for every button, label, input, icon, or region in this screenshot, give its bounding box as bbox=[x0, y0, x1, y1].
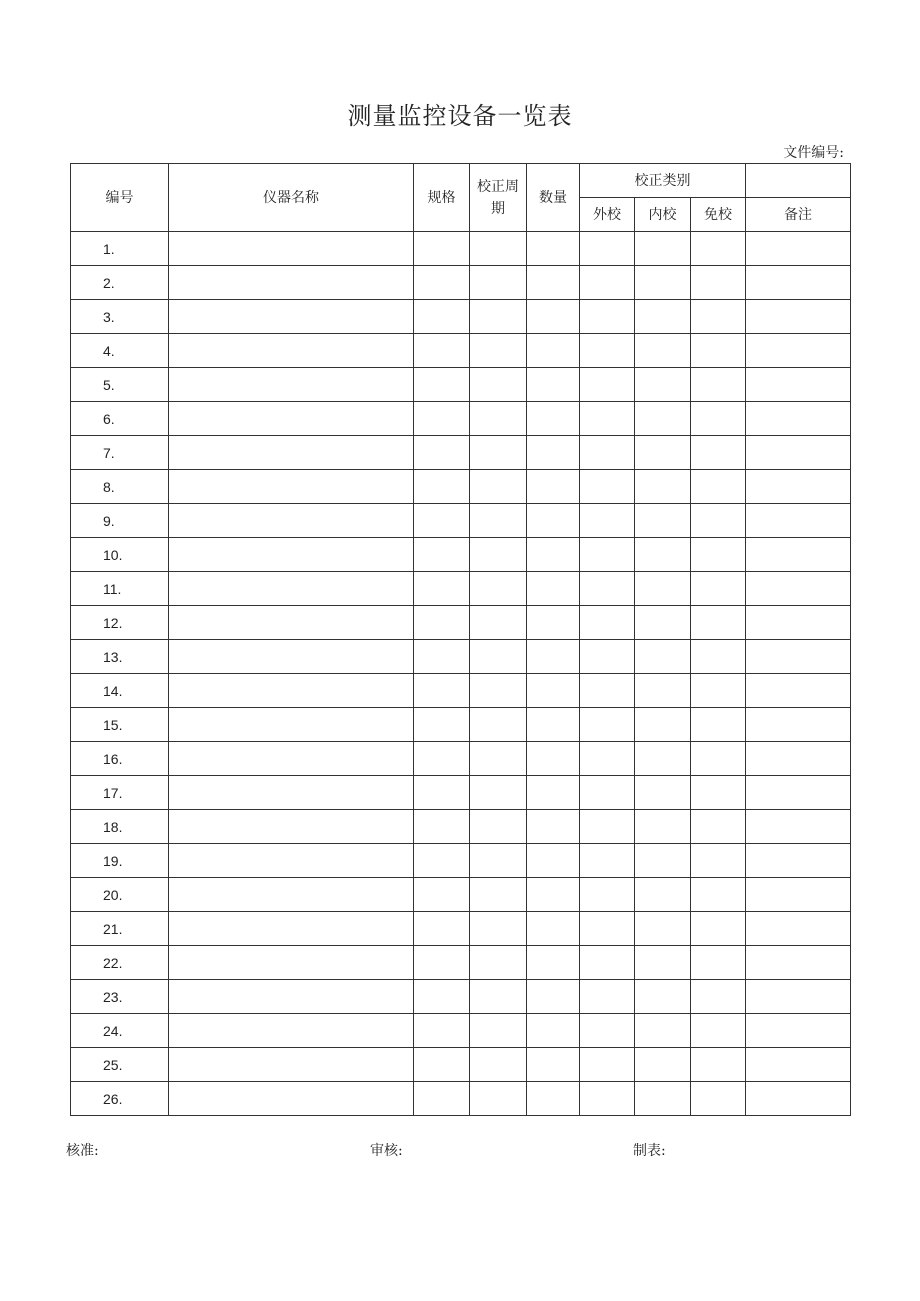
table-row bbox=[71, 402, 851, 436]
row-number: 20. bbox=[71, 878, 169, 912]
cycle-cell bbox=[470, 640, 527, 674]
remarks-cell bbox=[746, 436, 851, 470]
remarks-cell bbox=[746, 776, 851, 810]
remarks-cell bbox=[746, 1014, 851, 1048]
spec-cell bbox=[414, 640, 470, 674]
spec-cell bbox=[414, 742, 470, 776]
cycle-cell bbox=[470, 436, 527, 470]
table-row bbox=[71, 232, 851, 266]
spec-cell bbox=[414, 980, 470, 1014]
remarks-cell bbox=[746, 402, 851, 436]
internal-cell bbox=[635, 606, 691, 640]
exempt-cell bbox=[691, 878, 746, 912]
external-cell bbox=[580, 436, 635, 470]
remarks-cell bbox=[746, 572, 851, 606]
table-row bbox=[71, 878, 851, 912]
cycle-cell bbox=[470, 1048, 527, 1082]
table-row bbox=[71, 334, 851, 368]
internal-cell bbox=[635, 504, 691, 538]
cycle-cell bbox=[470, 742, 527, 776]
exempt-cell bbox=[691, 368, 746, 402]
internal-cell bbox=[635, 1014, 691, 1048]
row-number: 15. bbox=[71, 708, 169, 742]
quantity-cell bbox=[527, 538, 580, 572]
exempt-cell bbox=[691, 300, 746, 334]
external-cell bbox=[580, 368, 635, 402]
remarks-cell bbox=[746, 946, 851, 980]
internal-cell bbox=[635, 878, 691, 912]
exempt-cell bbox=[691, 674, 746, 708]
table-row bbox=[71, 1082, 851, 1116]
row-number: 25. bbox=[71, 1048, 169, 1082]
header-instrument-name: 仪器名称 bbox=[169, 164, 414, 232]
header-calibration-cycle: 校正周期 bbox=[470, 164, 527, 232]
remarks-cell bbox=[746, 300, 851, 334]
external-cell bbox=[580, 300, 635, 334]
exempt-cell bbox=[691, 334, 746, 368]
table-row bbox=[71, 810, 851, 844]
spec-cell bbox=[414, 1048, 470, 1082]
cycle-cell bbox=[470, 368, 527, 402]
cycle-cell bbox=[470, 334, 527, 368]
instrument-name-cell bbox=[169, 776, 414, 810]
exempt-cell bbox=[691, 912, 746, 946]
quantity-cell bbox=[527, 572, 580, 606]
quantity-cell bbox=[527, 776, 580, 810]
exempt-cell bbox=[691, 810, 746, 844]
remarks-cell bbox=[746, 810, 851, 844]
table-row bbox=[71, 640, 851, 674]
table-row bbox=[71, 606, 851, 640]
spec-cell bbox=[414, 334, 470, 368]
remarks-cell bbox=[746, 232, 851, 266]
external-cell bbox=[580, 776, 635, 810]
remarks-cell bbox=[746, 878, 851, 912]
spec-cell bbox=[414, 912, 470, 946]
row-number: 23. bbox=[71, 980, 169, 1014]
internal-cell bbox=[635, 946, 691, 980]
external-cell bbox=[580, 1048, 635, 1082]
external-cell bbox=[580, 232, 635, 266]
row-number: 22. bbox=[71, 946, 169, 980]
spec-cell bbox=[414, 1014, 470, 1048]
internal-cell bbox=[635, 776, 691, 810]
quantity-cell bbox=[527, 504, 580, 538]
external-cell bbox=[580, 912, 635, 946]
spec-cell bbox=[414, 708, 470, 742]
header-spec: 规格 bbox=[414, 164, 470, 232]
exempt-cell bbox=[691, 402, 746, 436]
remarks-cell bbox=[746, 708, 851, 742]
cycle-cell bbox=[470, 470, 527, 504]
cycle-cell bbox=[470, 538, 527, 572]
quantity-cell bbox=[527, 878, 580, 912]
remarks-cell bbox=[746, 912, 851, 946]
spec-cell bbox=[414, 436, 470, 470]
instrument-name-cell bbox=[169, 572, 414, 606]
internal-cell bbox=[635, 640, 691, 674]
quantity-cell bbox=[527, 334, 580, 368]
internal-cell bbox=[635, 980, 691, 1014]
table-row bbox=[71, 266, 851, 300]
quantity-cell bbox=[527, 1048, 580, 1082]
instrument-name-cell bbox=[169, 708, 414, 742]
header-external: 外校 bbox=[580, 198, 635, 232]
internal-cell bbox=[635, 232, 691, 266]
quantity-cell bbox=[527, 232, 580, 266]
table-row bbox=[71, 708, 851, 742]
internal-cell bbox=[635, 1082, 691, 1116]
cycle-cell bbox=[470, 1082, 527, 1116]
spec-cell bbox=[414, 402, 470, 436]
row-number: 11. bbox=[71, 572, 169, 606]
table-row bbox=[71, 538, 851, 572]
instrument-name-cell bbox=[169, 402, 414, 436]
table-row bbox=[71, 742, 851, 776]
equipment-table bbox=[70, 163, 851, 1116]
instrument-name-cell bbox=[169, 946, 414, 980]
external-cell bbox=[580, 946, 635, 980]
exempt-cell bbox=[691, 640, 746, 674]
exempt-cell bbox=[691, 436, 746, 470]
remarks-cell bbox=[746, 368, 851, 402]
internal-cell bbox=[635, 674, 691, 708]
instrument-name-cell bbox=[169, 436, 414, 470]
quantity-cell bbox=[527, 912, 580, 946]
table-row bbox=[71, 300, 851, 334]
row-number: 7. bbox=[71, 436, 169, 470]
row-number: 12. bbox=[71, 606, 169, 640]
spec-cell bbox=[414, 810, 470, 844]
spec-cell bbox=[414, 266, 470, 300]
header-calibration-type: 校正类别 bbox=[580, 164, 746, 198]
internal-cell bbox=[635, 708, 691, 742]
spec-cell bbox=[414, 606, 470, 640]
instrument-name-cell bbox=[169, 640, 414, 674]
instrument-name-cell bbox=[169, 810, 414, 844]
document-number-label: 文件编号: bbox=[783, 145, 844, 161]
table-row bbox=[71, 470, 851, 504]
table-row bbox=[71, 844, 851, 878]
quantity-cell bbox=[527, 810, 580, 844]
instrument-name-cell bbox=[169, 674, 414, 708]
instrument-name-cell bbox=[169, 334, 414, 368]
internal-cell bbox=[635, 742, 691, 776]
exempt-cell bbox=[691, 606, 746, 640]
quantity-cell bbox=[527, 674, 580, 708]
cycle-cell bbox=[470, 266, 527, 300]
cycle-cell bbox=[470, 504, 527, 538]
exempt-cell bbox=[691, 538, 746, 572]
instrument-name-cell bbox=[169, 266, 414, 300]
spec-cell bbox=[414, 946, 470, 980]
external-cell bbox=[580, 572, 635, 606]
remarks-cell bbox=[746, 742, 851, 776]
external-cell bbox=[580, 810, 635, 844]
row-number: 4. bbox=[71, 334, 169, 368]
instrument-name-cell bbox=[169, 1082, 414, 1116]
quantity-cell bbox=[527, 1014, 580, 1048]
row-number: 18. bbox=[71, 810, 169, 844]
spec-cell bbox=[414, 368, 470, 402]
cycle-cell bbox=[470, 674, 527, 708]
cycle-cell bbox=[470, 708, 527, 742]
spec-cell bbox=[414, 538, 470, 572]
quantity-cell bbox=[527, 844, 580, 878]
header-quantity: 数量 bbox=[527, 164, 580, 232]
external-cell bbox=[580, 1082, 635, 1116]
spec-cell bbox=[414, 878, 470, 912]
instrument-name-cell bbox=[169, 232, 414, 266]
page-title: 测量监控设备一览表 bbox=[347, 102, 573, 130]
table-row bbox=[71, 946, 851, 980]
external-cell bbox=[580, 742, 635, 776]
internal-cell bbox=[635, 572, 691, 606]
instrument-name-cell bbox=[169, 980, 414, 1014]
spec-cell bbox=[414, 470, 470, 504]
instrument-name-cell bbox=[169, 1014, 414, 1048]
header-internal: 内校 bbox=[635, 198, 691, 232]
exempt-cell bbox=[691, 470, 746, 504]
remarks-cell bbox=[746, 606, 851, 640]
exempt-cell bbox=[691, 1014, 746, 1048]
internal-cell bbox=[635, 334, 691, 368]
quantity-cell bbox=[527, 300, 580, 334]
remarks-cell bbox=[746, 640, 851, 674]
internal-cell bbox=[635, 368, 691, 402]
row-number: 2. bbox=[71, 266, 169, 300]
internal-cell bbox=[635, 844, 691, 878]
cycle-cell bbox=[470, 1014, 527, 1048]
external-cell bbox=[580, 708, 635, 742]
row-number: 6. bbox=[71, 402, 169, 436]
exempt-cell bbox=[691, 1082, 746, 1116]
cycle-cell bbox=[470, 776, 527, 810]
cycle-cell bbox=[470, 572, 527, 606]
spec-cell bbox=[414, 776, 470, 810]
external-cell bbox=[580, 980, 635, 1014]
quantity-cell bbox=[527, 402, 580, 436]
quantity-cell bbox=[527, 266, 580, 300]
remarks-cell bbox=[746, 1048, 851, 1082]
header-remarks: 备注 bbox=[746, 198, 851, 232]
external-cell bbox=[580, 606, 635, 640]
cycle-cell bbox=[470, 912, 527, 946]
quantity-cell bbox=[527, 946, 580, 980]
instrument-name-cell bbox=[169, 300, 414, 334]
table-row bbox=[71, 504, 851, 538]
external-cell bbox=[580, 402, 635, 436]
internal-cell bbox=[635, 1048, 691, 1082]
spec-cell bbox=[414, 844, 470, 878]
remarks-cell bbox=[746, 266, 851, 300]
remarks-cell bbox=[746, 674, 851, 708]
header-blank-cell bbox=[746, 164, 851, 198]
row-number: 17. bbox=[71, 776, 169, 810]
external-cell bbox=[580, 470, 635, 504]
table-row bbox=[71, 912, 851, 946]
exempt-cell bbox=[691, 504, 746, 538]
instrument-name-cell bbox=[169, 504, 414, 538]
instrument-name-cell bbox=[169, 1048, 414, 1082]
remarks-cell bbox=[746, 844, 851, 878]
internal-cell bbox=[635, 266, 691, 300]
row-number: 21. bbox=[71, 912, 169, 946]
external-cell bbox=[580, 266, 635, 300]
header-exempt: 免校 bbox=[691, 198, 746, 232]
review-label: 审核: bbox=[370, 1143, 403, 1159]
instrument-name-cell bbox=[169, 844, 414, 878]
table-row bbox=[71, 776, 851, 810]
external-cell bbox=[580, 504, 635, 538]
external-cell bbox=[580, 878, 635, 912]
cycle-cell bbox=[470, 402, 527, 436]
instrument-name-cell bbox=[169, 878, 414, 912]
exempt-cell bbox=[691, 232, 746, 266]
external-cell bbox=[580, 640, 635, 674]
row-number: 9. bbox=[71, 504, 169, 538]
cycle-cell bbox=[470, 980, 527, 1014]
remarks-cell bbox=[746, 1082, 851, 1116]
exempt-cell bbox=[691, 266, 746, 300]
internal-cell bbox=[635, 538, 691, 572]
quantity-cell bbox=[527, 742, 580, 776]
remarks-cell bbox=[746, 504, 851, 538]
exempt-cell bbox=[691, 742, 746, 776]
external-cell bbox=[580, 334, 635, 368]
header-number: 编号 bbox=[71, 164, 169, 232]
table-row bbox=[71, 572, 851, 606]
exempt-cell bbox=[691, 844, 746, 878]
spec-cell bbox=[414, 674, 470, 708]
spec-cell bbox=[414, 572, 470, 606]
instrument-name-cell bbox=[169, 368, 414, 402]
approve-label: 核准: bbox=[66, 1143, 99, 1159]
instrument-name-cell bbox=[169, 606, 414, 640]
row-number: 13. bbox=[71, 640, 169, 674]
row-number: 5. bbox=[71, 368, 169, 402]
cycle-cell bbox=[470, 878, 527, 912]
exempt-cell bbox=[691, 572, 746, 606]
cycle-cell bbox=[470, 844, 527, 878]
quantity-cell bbox=[527, 368, 580, 402]
external-cell bbox=[580, 538, 635, 572]
internal-cell bbox=[635, 912, 691, 946]
row-number: 19. bbox=[71, 844, 169, 878]
cycle-cell bbox=[470, 232, 527, 266]
cycle-cell bbox=[470, 606, 527, 640]
cycle-cell bbox=[470, 300, 527, 334]
row-number: 16. bbox=[71, 742, 169, 776]
quantity-cell bbox=[527, 640, 580, 674]
quantity-cell bbox=[527, 1082, 580, 1116]
row-number: 1. bbox=[71, 232, 169, 266]
external-cell bbox=[580, 844, 635, 878]
table-row bbox=[71, 436, 851, 470]
row-number: 8. bbox=[71, 470, 169, 504]
instrument-name-cell bbox=[169, 470, 414, 504]
instrument-name-cell bbox=[169, 538, 414, 572]
instrument-name-cell bbox=[169, 742, 414, 776]
exempt-cell bbox=[691, 980, 746, 1014]
internal-cell bbox=[635, 810, 691, 844]
internal-cell bbox=[635, 402, 691, 436]
table-row bbox=[71, 368, 851, 402]
quantity-cell bbox=[527, 980, 580, 1014]
cycle-cell bbox=[470, 810, 527, 844]
exempt-cell bbox=[691, 708, 746, 742]
row-number: 26. bbox=[71, 1082, 169, 1116]
table-row bbox=[71, 674, 851, 708]
quantity-cell bbox=[527, 606, 580, 640]
row-number: 10. bbox=[71, 538, 169, 572]
spec-cell bbox=[414, 504, 470, 538]
quantity-cell bbox=[527, 708, 580, 742]
external-cell bbox=[580, 674, 635, 708]
remarks-cell bbox=[746, 470, 851, 504]
spec-cell bbox=[414, 232, 470, 266]
quantity-cell bbox=[527, 470, 580, 504]
remarks-cell bbox=[746, 334, 851, 368]
row-number: 3. bbox=[71, 300, 169, 334]
internal-cell bbox=[635, 436, 691, 470]
internal-cell bbox=[635, 470, 691, 504]
remarks-cell bbox=[746, 538, 851, 572]
exempt-cell bbox=[691, 1048, 746, 1082]
spec-cell bbox=[414, 300, 470, 334]
remarks-cell bbox=[746, 980, 851, 1014]
prepare-label: 制表: bbox=[633, 1143, 666, 1159]
table-row bbox=[71, 1014, 851, 1048]
instrument-name-cell bbox=[169, 912, 414, 946]
cycle-cell bbox=[470, 946, 527, 980]
exempt-cell bbox=[691, 776, 746, 810]
row-number: 14. bbox=[71, 674, 169, 708]
internal-cell bbox=[635, 300, 691, 334]
quantity-cell bbox=[527, 436, 580, 470]
table-row bbox=[71, 1048, 851, 1082]
table-row bbox=[71, 980, 851, 1014]
exempt-cell bbox=[691, 946, 746, 980]
external-cell bbox=[580, 1014, 635, 1048]
spec-cell bbox=[414, 1082, 470, 1116]
row-number: 24. bbox=[71, 1014, 169, 1048]
